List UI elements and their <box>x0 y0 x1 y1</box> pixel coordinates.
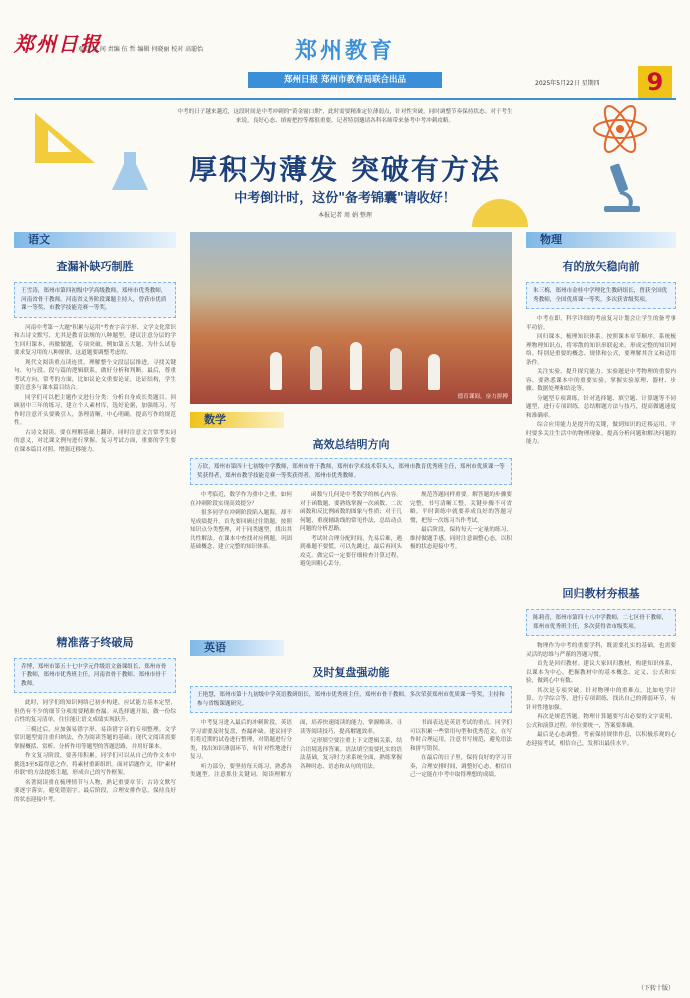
section-tag-english: 英语 <box>190 640 284 656</box>
article-body: 中考在即，科学详细的考前复习计划会让学生的备考事半功倍。 回归课本，梳理知识体系。按照课本章节顺序，系统梳理物理知识点，将零散的知识串联起来，形成完整的知识网络。特别是重要的概念、规律和公式，要理解其含义和适用条件。 关注实验，提升探究能力。实验题是中考物理的重要内容，要熟悉课本中的重要实验，掌握实验原理、器材、步骤、数据处理和结论等。 分题型专项训练，针对选择题、填空题、计算题等不同题型，进行专项训练，总结解题方法与技巧，提高做题速度和准确率。 综合应用能力是提升的关键，做到知识的迁移运用。平时要多关注生活中的物理现象，提高分析问题和解决问题的能力。 <box>526 316 676 445</box>
section-banner: 郑州日报 郑州市教育局联合出品 <box>248 72 442 88</box>
page-number: 9 <box>638 66 672 98</box>
byline: 本报记者 周 娟 整理 <box>318 212 372 219</box>
author-bio: 王艳慧，郑州市第十九初级中学英语教研组长，郑州市优秀班主任，郑州市骨干教师，多次荣获郑州市优质课一等奖，主持和参与省级课题研究。 <box>190 686 512 713</box>
chinese-column <box>14 232 176 981</box>
headline: 厚积为薄发 突破有方法 <box>189 153 501 186</box>
article-body: 物理作为中考的重要学科，既需要扎实的基础，也需要灵活的思维与严谨的答题习惯。 首先是回归教材。建议大家回归教材，构建知识体系，以课本为中心，把握教材中的基本概念、定义、公式和实验，做到心中有数。 其次是专项突破。针对物理中的重难点，比如电学计算、力学综合等，进行专项训练，找出自己的薄弱环节，有针对性地加强。 再次是规范答题。物理计算题要写出必要的文字说明、公式和演算过程，单位要统一，答案要准确。 最后是心态调整。考前保持规律作息，以积极乐观的心态迎接考试，相信自己，发挥出最佳水平。 <box>526 643 676 747</box>
section-title: 郑州教育 <box>294 39 395 64</box>
article-title: 及时复盘强动能 <box>312 666 390 679</box>
math-section <box>190 412 512 641</box>
newspaper-logo: 郑州日报 <box>14 32 102 56</box>
intro-paragraph: 中考的日子越来越近，这段时间是中考冲刺的"黄金窗口期"，此时需要精准定位薄弱点，针对性突破，同时调整节奏保持状态。对于考生来说，良好心态、缜密把控等都很重要，记者特别邀请各科名师带来备考中考冲刺攻略。 <box>177 109 513 124</box>
subheadline: 中考倒计时，这份"备考锦囊"请收好！ <box>234 191 456 206</box>
article-body: 中考复习进入最后的冲刺阶段，英语学习需要及时复盘，查漏补缺。建议同学们将近期的试卷进行整理，对错题进行分类，找出知识薄弱环节，有针对性地进行复习。 听力部分，要坚持每天练习，熟悉各类题型，注意抓住关键词。阅读理解方面，培养快速阅读的能力，掌握略读、寻读等阅读技巧，提高解题效率。 完形填空要注重上下文逻辑关系，结合语境选择答案。语法填空需要扎实的语法基础，复习时力求系统全面，熟练掌握各种时态、语态和从句的用法。 书面表达是英语考试的重点。同学们可以积累一些常用句型和优秀范文，在写作时合理运用，注意书写规范，避免语法和拼写错误。 在最后的日子里，保持良好的学习节奏，合理安排时间，调整好心态，相信自己一定能在中考中取得理想的成绩。 <box>190 720 512 778</box>
author-bio: 陈莉青，郑州市第四十八中学教师，二七区骨干教师，郑州市优秀班主任，多次获得省市级奖项。 <box>526 609 676 636</box>
students-running-photo <box>190 232 512 404</box>
article-title: 回归教材夯根基 <box>562 587 640 600</box>
author-bio: 万钦，郑州市第四十七初级中学教师，郑州市骨干教师，郑州市学术技术带头人，郑州市教育优秀班主任，郑州市优质课一等奖获得者，郑州市教学技能竞赛一等奖获得者，郑州市优秀教师。 <box>190 458 512 485</box>
section-tag-math: 数学 <box>190 412 284 428</box>
physics-column <box>526 232 676 952</box>
article-body: 中考临近，数学作为重中之重，如何在冲刺阶段实现高效提分？ 很多同学在冲刺阶段陷入题海，却不见成绩提升。首先要回顾过往错题，按照知识点分类整理，对于同类题型，找出其共性解法。在课本中查找对应例题，巩固基础概念，建立完整的知识体系。 函数与几何是中考数学的核心内容。对于函数题，要熟练掌握一次函数、二次函数和反比例函数的图象与性质；对于几何题，重视辅助线的常见作法，总结动点问题的分析思路。 考试时合理分配时间，先易后难，遇到难题不要慌，可以先跳过，最后再回头攻克。做完后一定要仔细检查计算过程，避免因粗心丢分。 规范答题同样重要。解答题的步骤要完整，书写清晰工整，关键步骤不可省略。平时训练中就要养成良好的答题习惯，把每一次练习当作考试。 最后阶段，保持每天一定量的练习，维持做题手感，同时注意调整心态，以积极的状态迎接中考。 <box>190 492 512 567</box>
article-title: 有的放矢稳向前 <box>562 260 640 273</box>
article-body: 此时，同学们的知识网络已初步构建，应试能力基本定型，但仍有不少的细节分项需要精准查漏。从选择题开始，做一份综合性的复习清单，往往能让语文成绩实现跃升。 三模过后，应加强易错字形、易读错字音的专项整理。文学常识题型需注重归纳法，作为阅读答题的基础；现代文阅读需要掌握概括、赏析、分析作用等题型的答题思路，并用好课本。 作文复习阶段，要善用积累。同学们可以从自己的作文本中挑选3至5篇得意之作，将素材重新组织。面对话题作文，用"素材串联"的方法提炼主题，形成自己的写作框架。 名著阅读重在梳理情节与人物，熟记重要章节；古诗文默写要逐字落实，避免错别字。最后阶段，合理安排作息，保持良好的状态迎接中考。 <box>14 700 176 803</box>
article-title: 查漏补缺巧制胜 <box>56 260 134 273</box>
continued-notice: （下转十版） <box>637 985 674 992</box>
english-section <box>190 640 512 977</box>
author-bio: 王雪涛，郑州市第四初级中学高级教师，郑州市优秀教师，河南省骨干教师，河南省义务阶段课题主持人，曾获市优质课一等奖、市教学技能竞赛一等奖。 <box>14 282 176 318</box>
atom-icon <box>590 104 650 154</box>
issue-date: 2025年5月22日 星期四 <box>535 80 600 87</box>
section-tag-physics: 物理 <box>526 232 676 248</box>
photo-caption: 德育课间，奋力拼搏 <box>457 394 508 400</box>
author-bio: 朱三梅，郑州市金桂中学理化生教研组长，曾获全国优秀教师，全国优质课一等奖，多次获省级奖项。 <box>526 282 676 309</box>
masthead-credits: 观看 予 间 责编 伍 哲 编辑 何晓丽 校对 高聪怡 <box>78 46 204 53</box>
section-tag-chinese: 语文 <box>14 232 176 248</box>
author-bio: 乔博，郑州市第五十七中学元件级语文备课组长、郑州市骨干教师，郑州市优秀班主任，河南省骨干教师、郑州市骨干教师。 <box>14 658 176 694</box>
article-title: 高效总结明方向 <box>312 438 390 451</box>
article-body: 河南中考第一大题"积累与运用"考查字音字形、文学文化常识和古诗文默写，尤其是教育法规的八种题型。建议注意分层的学生回归课本，再做做题，专项突破。例如第五大题，为什么试卷要求复习用的八种规律，这道题要调整考虑的。 现代文阅读重点读连贯，理解整个文段层层推进，寻找关键句、句与段、段与篇的逻辑联系，做好分析和判断。最后，尊重考试方向，常考的方面，比如议论文重要论证，论证结构，学生要注意多与课本篇目结合。 同学们可以把主题作文进行分类：分析自身成长类题目。回顾初中三年的练习，建立个人素材库，选好论据，加强练习。写作时注意开头要吸引人，条理清晰，中心明确，提高写作的规范性。 古诗文阅读，要在理解基础上翻译，同时注意文言常考实词的意义，对比课文例句进行掌握。复习考试方面，重要的学生要在课本篇目对照、增强迁移能力。 <box>14 324 176 453</box>
article-title: 精准落子终破局 <box>56 635 134 649</box>
masthead-rule <box>14 98 676 100</box>
